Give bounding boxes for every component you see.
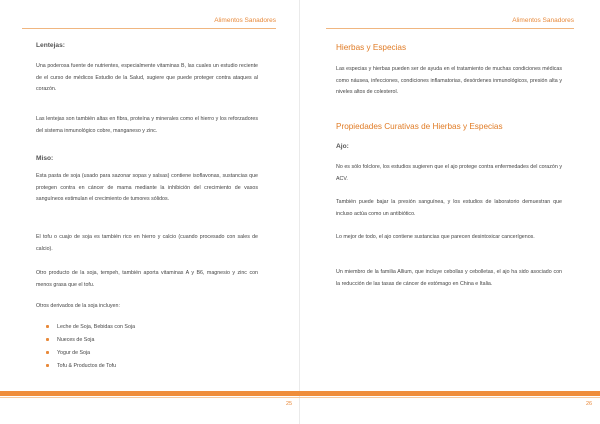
paragraph: Las especias y hierbas pueden ser de ayuda en el tratamiento de muchas condiciones médicas como náusea, infecciones, condiciones inflamatorias, desórdenes inmunológicos, presión alta y niveles altos de colesterol. [336, 66, 562, 95]
right-page [300, 0, 600, 424]
paragraph: Otro producto de la soja, tempeh, también aporta vitaminas A y B6, magnesio y zinc con menos grasa que el tofu. [36, 270, 258, 288]
page-number-right: 26 [586, 401, 593, 407]
paragraph: Un miembro de la familia Allium, que incluye cebollas y cebolletas, el ajo ha sido asociado con la reducción de las tasas de cáncer de estómago en China e Italia. [336, 269, 562, 287]
paragraph: No es sólo folclore, los estudios sugieren que el ajo protege contra enfermedades del corazón y ACV. [336, 164, 562, 182]
header-rule-left [22, 28, 276, 29]
paragraph: Lo mejor de todo, el ajo contiene sustancias que parecen desintoxicar cancerígenos. [336, 234, 535, 240]
paragraph: El tofu o cuajo de soja es también rico en hierro y calcio (cuando procesado con sales de calcio). [36, 234, 258, 252]
running-header-left: Alimentos Sanadores [214, 17, 276, 24]
heading-miso: Miso: [36, 155, 54, 162]
footer-bar [0, 391, 600, 396]
running-header-right: Alimentos Sanadores [512, 17, 574, 24]
bullet-icon [46, 325, 49, 328]
section-title-propiedades: Propiedades Curativas de Hierbas y Especias [336, 122, 503, 131]
paragraph: Una poderosa fuente de nutrientes, especialmente vitaminas B, las cuales un estudio reciente de el curso de médicos Estudio de la Salud, sugiere que puede proteger contra ataques al corazón. [36, 63, 258, 92]
heading-ajo: Ajo: [336, 143, 349, 150]
header-rule-right [326, 28, 574, 29]
paragraph: Otros derivados de la soja incluyen: [36, 303, 120, 309]
heading-lentejas: Lentejas: [36, 42, 65, 49]
bullet-icon [46, 351, 49, 354]
list-item: Tofu & Productos de Tofu [46, 360, 246, 373]
soy-derivatives-list [46, 321, 246, 373]
paragraph: Esta pasta de soja (usado para sazonar sopas y salsas) contiene isoflavonas, sustancias que protegen contra en cáncer de mama mediante la inhibición del crecimiento de vasos sanguíneos estimulan el crecimiento de tumores sólidos. [36, 173, 258, 202]
section-title-hierbas: Hierbas y Especias [336, 43, 407, 52]
bullet-icon [46, 364, 49, 367]
list-item: Yogur de Soja [46, 347, 246, 360]
page-number-left: 25 [286, 401, 293, 407]
list-item: Leche de Soja, Bebidas con Soja [46, 321, 246, 334]
bullet-icon [46, 338, 49, 341]
paragraph: Las lentejas son también altas en fibra, proteína y minerales como el hierro y los reforzadores del sistema inmunológico cobre, manganeso y zinc. [36, 116, 258, 134]
list-item: Nueces de Soja [46, 334, 246, 347]
footer-rule [0, 397, 600, 398]
paragraph: También puede bajar la presión sanguínea, y los estudios de laboratorio demuestran que incluso actúa como un antibiótico. [336, 199, 562, 217]
